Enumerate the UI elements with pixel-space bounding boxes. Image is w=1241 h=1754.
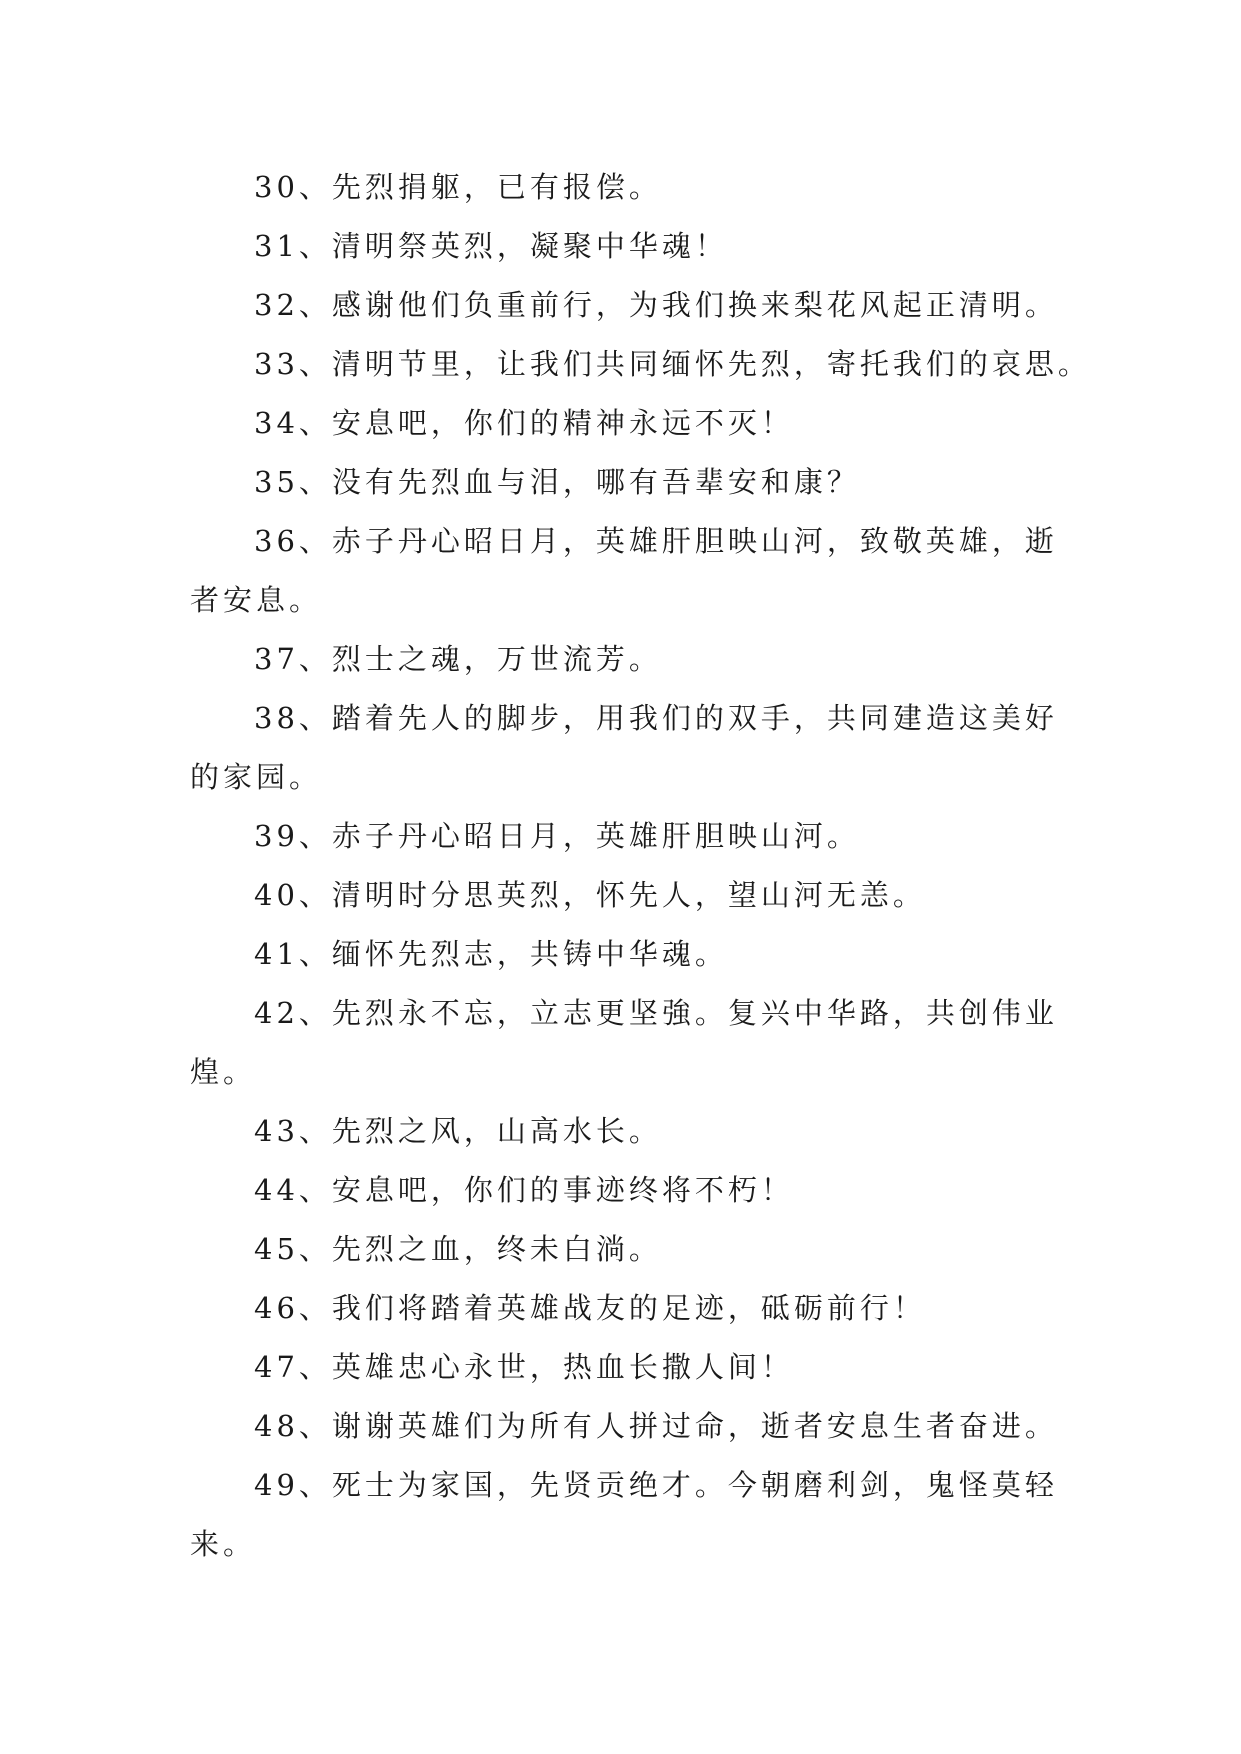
entry-number: 43、 <box>254 1114 332 1148</box>
entry-text: 先烈之风，山高水长。 <box>331 1114 662 1148</box>
entry-number: 37、 <box>254 642 332 676</box>
entry-text: 先烈永不忘，立志更坚強。复兴中华路，共创伟业 <box>331 996 1058 1030</box>
entry-text: 感谢他们负重前行，为我们换来梨花风起正清明。 <box>331 288 1058 322</box>
entry-number: 39、 <box>254 819 332 853</box>
entry-number: 30、 <box>254 170 332 204</box>
entry-line <box>190 335 1091 394</box>
entry-number: 35、 <box>254 465 332 499</box>
entry-number: 42、 <box>254 996 332 1030</box>
entry-line <box>190 1279 1070 1338</box>
entry-text: 我们将踏着英雄战友的足迹，砥砺前行！ <box>331 1291 926 1325</box>
entry-text: 先烈之血，终未白淌。 <box>331 1232 662 1266</box>
entry-line <box>190 925 1070 984</box>
entry-line <box>190 1220 1070 1279</box>
entry-number: 44、 <box>254 1173 332 1207</box>
entry-number: 40、 <box>254 878 332 912</box>
entry-line <box>190 276 1070 335</box>
entry-text: 安息吧，你们的事迹终将不朽！ <box>331 1173 794 1207</box>
entry-text: 没有先烈血与泪，哪有吾辈安和康？ <box>331 465 860 499</box>
entry-line <box>190 1161 1070 1220</box>
entry-text: 英雄忠心永世，热血长撒人间！ <box>331 1350 794 1384</box>
entry-number: 46、 <box>254 1291 332 1325</box>
entry-number: 47、 <box>254 1350 332 1384</box>
entry-number: 34、 <box>254 406 332 440</box>
entry-number: 41、 <box>254 937 332 971</box>
entry-text: 谢谢英雄们为所有人拼过命，逝者安息生者奋进。 <box>331 1409 1058 1443</box>
entry-line <box>190 630 1070 689</box>
entry-text: 清明节里，让我们共同缅怀先烈，寄托我们的哀思。 <box>331 347 1091 381</box>
entry-text: 烈士之魂，万世流芳。 <box>331 642 662 676</box>
entry-number: 48、 <box>254 1409 332 1443</box>
entry-continuation: 来。 <box>190 1527 257 1561</box>
entry-text: 缅怀先烈志，共铸中华魂。 <box>331 937 728 971</box>
entry-line <box>190 1102 1070 1161</box>
entry-text: 踏着先人的脚步，用我们的双手，共同建造这美好 <box>331 701 1058 735</box>
entry-line <box>190 984 1070 1043</box>
entry-line <box>190 453 1070 512</box>
entry-line <box>190 1456 1070 1515</box>
entry-text: 安息吧，你们的精神永远不灭！ <box>331 406 794 440</box>
entry-line <box>190 158 1070 217</box>
entry-number: 38、 <box>254 701 332 735</box>
entry-continuation: 者安息。 <box>190 583 323 617</box>
entry-number: 32、 <box>254 288 332 322</box>
entry-number: 33、 <box>254 347 332 381</box>
entry-line <box>190 689 1070 748</box>
entry-line <box>190 1397 1070 1456</box>
entry-line <box>190 512 1070 571</box>
entry-line <box>190 1338 1070 1397</box>
entry-number: 49、 <box>254 1468 332 1502</box>
entry-continuation: 煌。 <box>190 1055 257 1089</box>
entry-line <box>190 866 1070 925</box>
entry-text: 死士为家国，先贤贡绝才。今朝磨利剑，鬼怪莫轻 <box>331 1468 1058 1502</box>
entry-text: 赤子丹心昭日月，英雄肝胆映山河。 <box>331 819 860 853</box>
entry-line <box>190 807 1070 866</box>
entry-text: 清明时分思英烈，怀先人，望山河无恙。 <box>331 878 926 912</box>
document-body <box>190 158 1091 1574</box>
entry-number: 45、 <box>254 1232 332 1266</box>
entry-number: 36、 <box>254 524 332 558</box>
entry-number: 31、 <box>254 229 332 263</box>
entry-line <box>190 217 1070 276</box>
entry-text: 赤子丹心昭日月，英雄肝胆映山河，致敬英雄，逝 <box>331 524 1058 558</box>
entry-text: 清明祭英烈，凝聚中华魂！ <box>331 229 728 263</box>
entry-text: 先烈捐躯，已有报偿。 <box>331 170 662 204</box>
entry-line <box>190 394 1070 453</box>
entry-continuation: 的家园。 <box>190 760 323 794</box>
